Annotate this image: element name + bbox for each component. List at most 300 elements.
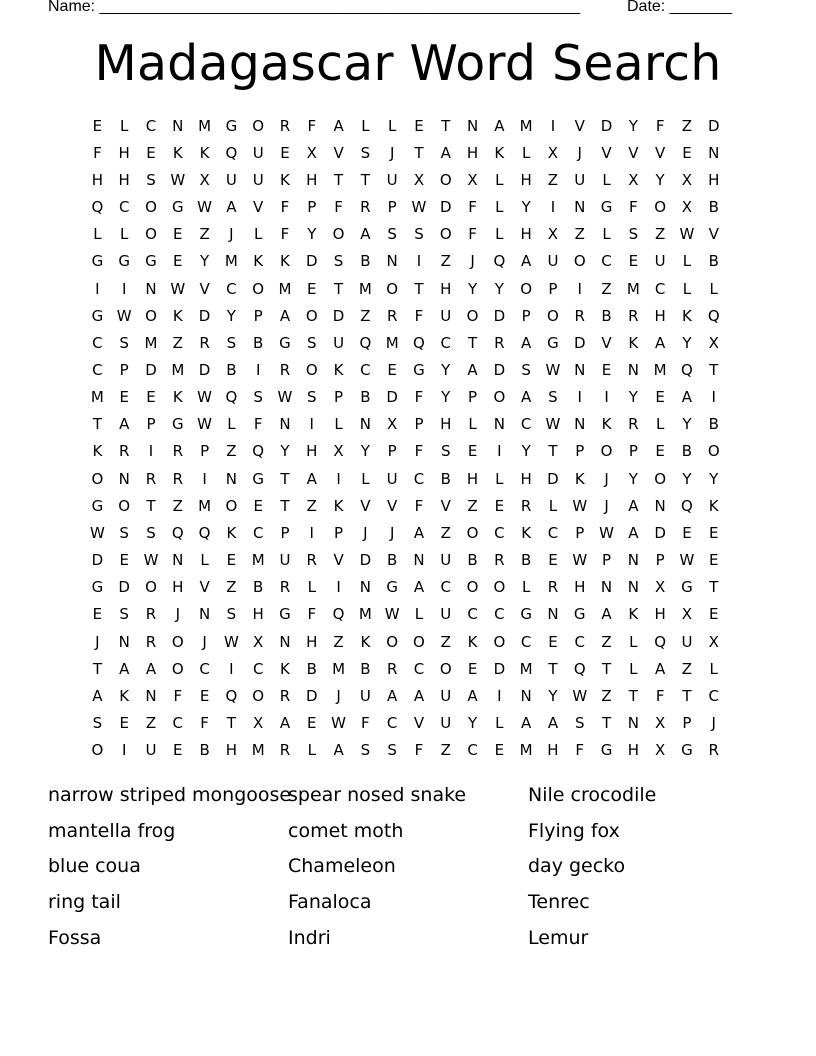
grid-letter: H	[708, 170, 720, 189]
grid-letter: E	[655, 442, 665, 461]
grid-letter: I	[497, 686, 502, 705]
grid-letter: N	[600, 578, 613, 597]
grid-letter: P	[280, 523, 290, 542]
grid-letter: L	[682, 279, 692, 298]
grid-letter: X	[467, 170, 478, 189]
grid-letter: L	[495, 170, 504, 189]
grid-letter: C	[467, 605, 478, 624]
grid-letter: L	[361, 469, 370, 488]
grid-letter: O	[386, 632, 399, 651]
grid-letter: L	[495, 469, 504, 488]
grid-letter: D	[493, 306, 506, 325]
grid-letter: L	[120, 225, 129, 244]
grid-letter: L	[521, 143, 531, 162]
grid-letter: O	[171, 659, 184, 678]
grid-letter: M	[144, 333, 158, 352]
grid-letter: H	[520, 225, 532, 244]
grid-letter: R	[708, 741, 719, 760]
grid-letter: S	[628, 225, 639, 244]
grid-letter: B	[360, 388, 371, 407]
grid-letter: O	[466, 523, 479, 542]
grid-letter: P	[521, 306, 531, 325]
grid-letter: X	[333, 442, 344, 461]
grid-letter: C	[252, 523, 264, 542]
grid-letter: L	[495, 225, 504, 244]
grid-letter: J	[202, 632, 207, 651]
grid-letter: O	[252, 279, 265, 298]
grid-letter: V	[199, 578, 210, 597]
grid-letter: H	[252, 605, 264, 624]
grid-letter: M	[278, 279, 292, 298]
grid-letter: J	[336, 686, 341, 705]
grid-letter: U	[681, 632, 693, 651]
grid-letter: V	[253, 198, 264, 217]
grid-letter: V	[628, 143, 639, 162]
grid-row	[84, 302, 733, 329]
grid-letter: A	[655, 659, 666, 678]
grid-letter: B	[708, 415, 719, 434]
grid-letter: E	[548, 632, 558, 651]
grid-letter: N	[279, 632, 291, 651]
grid-letter: I	[550, 116, 556, 135]
grid-letter: K	[601, 415, 612, 434]
grid-letter: N	[627, 551, 639, 570]
grid-letter: P	[200, 442, 210, 461]
grid-letter: R	[279, 360, 291, 379]
grid-letter: E	[119, 714, 129, 733]
grid-letter: M	[358, 279, 372, 298]
grid-letter: A	[413, 523, 425, 542]
grid-letter: R	[118, 442, 130, 461]
grid-letter: Z	[601, 632, 612, 651]
grid-letter: L	[307, 578, 316, 597]
grid-letter: N	[627, 714, 639, 733]
grid-row	[84, 356, 733, 383]
grid-letter: M	[90, 388, 104, 407]
grid-letter: F	[200, 714, 209, 733]
grid-letter: O	[145, 578, 157, 597]
grid-letter: Y	[521, 198, 531, 217]
grid-letter: U	[440, 306, 452, 325]
grid-letter: T	[146, 496, 156, 515]
grid-letter: Z	[360, 306, 371, 325]
grid-letter: F	[280, 198, 290, 217]
grid-letter: U	[654, 252, 666, 271]
grid-letter: N	[627, 578, 639, 597]
grid-letter: G	[91, 252, 104, 271]
word-bank-row	[48, 884, 768, 920]
grid-letter: S	[548, 388, 558, 407]
grid-letter: Z	[467, 496, 478, 515]
grid-letter: D	[493, 659, 506, 678]
grid-letter: U	[574, 170, 586, 189]
grid-letter: E	[494, 741, 505, 760]
grid-letter: O	[171, 632, 184, 651]
grid-letter: A	[145, 659, 157, 678]
grid-letter: K	[280, 659, 290, 678]
grid-letter: F	[280, 225, 290, 244]
grid-letter: L	[709, 279, 718, 298]
grid-letter: G	[547, 333, 559, 352]
grid-letter: H	[118, 170, 130, 189]
grid-letter: E	[708, 551, 719, 570]
grid-letter: Q	[198, 523, 211, 542]
grid-letter: M	[385, 333, 399, 352]
grid-letter: C	[547, 523, 559, 542]
grid-letter: A	[521, 252, 532, 271]
word-bank-item: blue coua	[48, 855, 141, 878]
grid-letter: Z	[547, 170, 559, 189]
grid-letter: T	[441, 116, 451, 135]
grid-letter: O	[493, 578, 506, 597]
grid-letter: R	[386, 659, 398, 678]
grid-letter: C	[199, 659, 210, 678]
grid-letter: F	[629, 198, 638, 217]
grid-letter: E	[307, 714, 317, 733]
grid-letter: X	[199, 170, 210, 189]
grid-letter: Z	[681, 659, 693, 678]
grid-letter: N	[466, 116, 479, 135]
grid-letter: V	[333, 551, 344, 570]
grid-letter: X	[654, 741, 666, 760]
grid-letter: S	[119, 523, 129, 542]
grid-letter: E	[253, 496, 263, 515]
grid-letter: M	[626, 279, 640, 298]
grid-letter: I	[577, 279, 582, 298]
grid-letter: O	[225, 496, 238, 515]
grid-letter: O	[439, 659, 452, 678]
grid-letter: Y	[307, 225, 317, 244]
grid-letter: K	[280, 170, 290, 189]
grid-letter: J	[470, 252, 475, 271]
grid-letter: Q	[252, 442, 265, 461]
grid-letter: W	[116, 306, 132, 325]
grid-letter: X	[681, 198, 693, 217]
grid-letter: F	[414, 388, 424, 407]
grid-letter: O	[91, 741, 104, 760]
grid-letter: E	[92, 116, 103, 135]
grid-letter: G	[171, 198, 184, 217]
word-bank-item: Lemur	[528, 927, 589, 950]
grid-letter: H	[440, 415, 452, 434]
grid-letter: O	[493, 388, 506, 407]
grid-letter: H	[306, 632, 318, 651]
word-bank-item: Fanaloca	[288, 891, 372, 914]
word-bank-item: comet moth	[288, 819, 404, 842]
grid-row	[84, 655, 733, 682]
grid-letter: B	[601, 306, 612, 325]
grid-letter: F	[575, 741, 585, 760]
grid-letter: O	[386, 279, 399, 298]
grid-letter: T	[280, 496, 290, 515]
grid-row	[84, 492, 733, 519]
grid-letter: T	[414, 279, 424, 298]
grid-letter: N	[547, 605, 559, 624]
grid-letter: R	[145, 605, 157, 624]
grid-letter: C	[226, 279, 237, 298]
grid-letter: O	[466, 306, 479, 325]
grid-letter: H	[654, 306, 666, 325]
grid-row	[84, 628, 733, 655]
word-bank-row	[48, 920, 768, 956]
grid-letter: Y	[360, 442, 370, 461]
grid-letter: F	[414, 442, 424, 461]
grid-letter: K	[333, 496, 344, 515]
grid-letter: C	[172, 714, 184, 733]
grid-letter: Z	[226, 442, 237, 461]
grid-letter: L	[629, 632, 638, 651]
grid-letter: M	[171, 360, 185, 379]
grid-letter: N	[574, 415, 586, 434]
grid-letter: R	[145, 632, 157, 651]
grid-letter: A	[467, 360, 478, 379]
grid-letter: Q	[225, 388, 238, 407]
grid-letter: Z	[199, 225, 210, 244]
grid-letter: T	[709, 578, 719, 597]
grid-letter: W	[545, 415, 561, 434]
grid-letter: L	[307, 741, 316, 760]
word-bank-row	[48, 813, 768, 849]
grid-letter: G	[91, 496, 104, 515]
grid-letter: S	[146, 170, 156, 189]
grid-letter: I	[309, 415, 314, 434]
grid-letter: H	[574, 578, 586, 597]
grid-letter: E	[494, 496, 505, 515]
grid-letter: L	[495, 198, 504, 217]
grid-letter: N	[172, 551, 184, 570]
grid-letter: K	[172, 306, 183, 325]
grid-letter: S	[574, 714, 585, 733]
grid-letter: L	[655, 415, 665, 434]
grid-letter: V	[360, 496, 371, 515]
grid-letter: C	[440, 578, 451, 597]
word-bank	[48, 777, 768, 956]
grid-letter: J	[389, 523, 395, 542]
grid-letter: U	[252, 170, 264, 189]
grid-letter: D	[359, 551, 372, 570]
grid-letter: C	[708, 686, 719, 705]
grid-letter: I	[255, 360, 261, 379]
word-bank-item: mantella frog	[48, 819, 176, 842]
grid-letter: G	[600, 741, 613, 760]
grid-letter: R	[279, 741, 291, 760]
word-bank-item: Tenrec	[528, 891, 590, 914]
grid-letter: A	[360, 225, 371, 244]
grid-letter: U	[145, 741, 157, 760]
grid-letter: Y	[441, 388, 451, 407]
grid-letter: G	[171, 415, 184, 434]
grid-letter: P	[146, 415, 156, 434]
grid-letter: L	[120, 116, 129, 135]
grid-letter: O	[707, 442, 720, 461]
grid-letter: P	[602, 551, 612, 570]
grid-letter: F	[361, 714, 370, 733]
grid-letter: R	[306, 551, 317, 570]
grid-letter: N	[118, 632, 130, 651]
grid-letter: L	[521, 578, 531, 597]
grid-letter: I	[229, 659, 234, 678]
grid-letter: T	[333, 279, 344, 298]
grid-letter: B	[360, 659, 371, 678]
grid-letter: B	[360, 252, 371, 271]
grid-letter: Y	[628, 469, 638, 488]
grid-letter: X	[681, 605, 693, 624]
grid-letter: C	[360, 360, 371, 379]
grid-letter: W	[197, 388, 212, 407]
grid-letter: R	[172, 442, 183, 461]
grid-letter: T	[280, 469, 290, 488]
grid-letter: M	[198, 496, 212, 515]
grid-letter: U	[225, 170, 237, 189]
grid-letter: I	[336, 469, 341, 488]
grid-letter: S	[119, 605, 129, 624]
grid-row	[84, 547, 733, 574]
grid-letter: W	[197, 415, 212, 434]
word-bank-item: spear nosed snake	[288, 783, 467, 806]
grid-letter: E	[682, 523, 692, 542]
grid-letter: Y	[628, 388, 638, 407]
grid-letter: N	[627, 360, 639, 379]
grid-letter: N	[708, 143, 720, 162]
grid-letter: L	[200, 551, 209, 570]
grid-letter: E	[199, 686, 210, 705]
grid-letter: A	[279, 306, 291, 325]
grid-letter: L	[682, 252, 692, 271]
grid-letter: Y	[548, 686, 558, 705]
grid-letter: Y	[682, 333, 692, 352]
grid-letter: A	[413, 686, 425, 705]
grid-letter: N	[225, 469, 237, 488]
grid-letter: G	[279, 605, 291, 624]
date-field-label[interactable]: Date: _______	[627, 0, 732, 15]
grid-letter: E	[146, 143, 156, 162]
grid-letter: S	[414, 225, 424, 244]
grid-letter: F	[307, 605, 317, 624]
grid-letter: W	[170, 170, 186, 189]
grid-letter: X	[654, 714, 666, 733]
grid-letter: X	[547, 143, 559, 162]
grid-letter: E	[708, 605, 719, 624]
grid-letter: A	[387, 686, 398, 705]
grid-letter: C	[467, 741, 478, 760]
grid-letter: L	[414, 605, 424, 624]
grid-letter: D	[305, 252, 318, 271]
grid-letter: X	[547, 225, 559, 244]
word-bank-item: Indri	[288, 927, 331, 950]
grid-letter: M	[519, 741, 533, 760]
grid-letter: W	[572, 496, 588, 515]
grid-letter: Z	[601, 279, 612, 298]
grid-letter: I	[202, 469, 207, 488]
grid-letter: A	[440, 143, 451, 162]
name-field-label[interactable]: Name: ______________________________________________________	[48, 0, 581, 15]
grid-letter: R	[628, 415, 639, 434]
grid-letter: Q	[681, 496, 693, 515]
grid-letter: M	[519, 116, 533, 135]
grid-letter: E	[173, 252, 183, 271]
grid-letter: D	[118, 578, 130, 597]
grid-letter: D	[386, 388, 398, 407]
grid-letter: X	[413, 170, 425, 189]
grid-letter: A	[306, 469, 317, 488]
grid-letter: H	[306, 170, 318, 189]
grid-letter: V	[413, 714, 425, 733]
grid-letter: G	[91, 578, 104, 597]
grid-letter: A	[521, 714, 532, 733]
grid-letter: V	[333, 143, 344, 162]
grid-letter: U	[440, 714, 452, 733]
grid-letter: S	[226, 605, 237, 624]
grid-letter: O	[305, 306, 318, 325]
grid-letter: T	[601, 714, 612, 733]
grid-letter: X	[628, 170, 639, 189]
grid-letter: J	[604, 496, 609, 515]
grid-letter: W	[223, 632, 239, 651]
grid-letter: T	[467, 333, 478, 352]
grid-letter: F	[655, 686, 665, 705]
grid-letter: A	[655, 333, 666, 352]
grid-letter: F	[253, 415, 263, 434]
grid-row	[84, 139, 733, 166]
grid-letter: E	[682, 143, 692, 162]
grid-letter: K	[172, 143, 183, 162]
grid-letter: Q	[171, 523, 184, 542]
grid-letter: C	[494, 605, 505, 624]
grid-letter: B	[708, 198, 719, 217]
grid-letter: B	[199, 741, 210, 760]
grid-letter: X	[253, 632, 264, 651]
grid-letter: B	[708, 252, 719, 271]
grid-letter: M	[358, 605, 372, 624]
grid-letter: C	[520, 632, 532, 651]
grid-letter: R	[279, 578, 291, 597]
grid-letter: G	[520, 605, 532, 624]
grid-letter: F	[173, 686, 183, 705]
grid-letter: L	[361, 116, 370, 135]
grid-letter: O	[252, 686, 265, 705]
grid-letter: D	[91, 551, 104, 570]
grid-letter: B	[226, 360, 237, 379]
grid-letter: F	[93, 143, 102, 162]
grid-letter: K	[199, 143, 210, 162]
grid-letter: Y	[655, 170, 665, 189]
grid-letter: W	[545, 360, 561, 379]
grid-letter: O	[654, 198, 667, 217]
grid-letter: E	[387, 360, 397, 379]
grid-letter: O	[600, 442, 613, 461]
grid-letter: S	[92, 714, 103, 733]
grid-letter: E	[467, 659, 478, 678]
grid-letter: S	[387, 741, 397, 760]
grid-letter: C	[494, 523, 505, 542]
grid-letter: U	[359, 686, 371, 705]
grid-letter: I	[416, 252, 422, 271]
grid-letter: G	[600, 198, 613, 217]
letter-grid	[84, 112, 733, 764]
grid-letter: O	[439, 225, 452, 244]
grid-letter: F	[414, 496, 424, 515]
grid-letter: J	[389, 143, 395, 162]
grid-letter: N	[359, 415, 371, 434]
grid-letter: M	[653, 360, 667, 379]
grid-letter: D	[332, 306, 345, 325]
grid-letter: K	[494, 143, 505, 162]
grid-letter: V	[708, 225, 719, 244]
grid-letter: G	[118, 252, 130, 271]
grid-letter: P	[334, 523, 344, 542]
grid-letter: Q	[707, 306, 720, 325]
grid-letter: B	[681, 442, 693, 461]
